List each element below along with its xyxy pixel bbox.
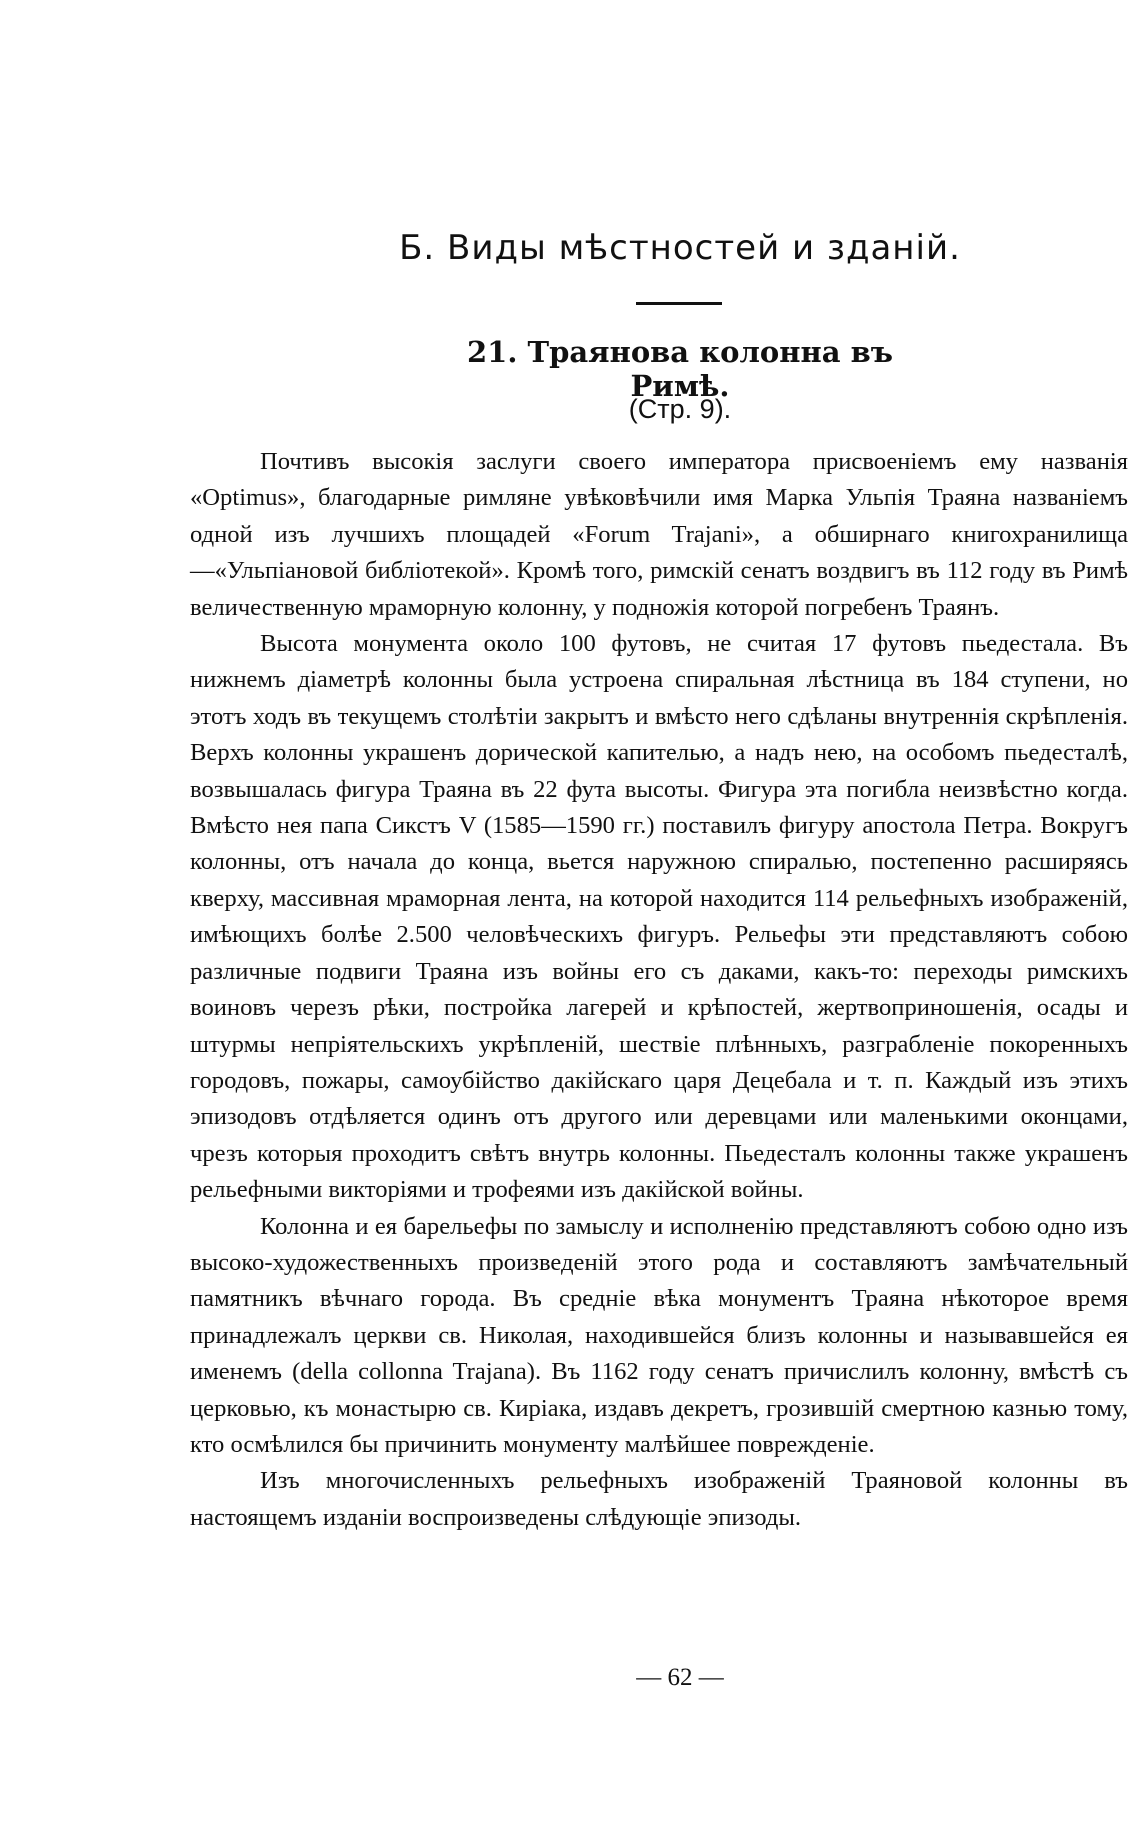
page-reference: (Стр. 9). — [628, 394, 732, 424]
paragraph-3: Колонна и ея барельефы по замыслу и исполненію представляютъ собою одно изъ высоко-художественныхъ произведеній этого рода и составляютъ замѣчательный памятникъ вѣчнаго города. Въ средніе вѣка монументъ Траяна нѣкоторое время принадлежалъ церкви св. Николая, находившейся близъ колонны и называвшейся ея именемъ (della collonna Trajana). Въ 1162 году сенатъ причислилъ колонну, вмѣстѣ съ церковью, къ монастырю св. Киріака, издавъ декретъ, грозившій смертною казнью тому, кто осмѣлился бы причинить монументу малѣйшее поврежденіе. — [190, 1212, 1128, 1458]
section-title: Б. Виды мѣстностей и зданій. — [399, 228, 961, 268]
paragraph-4: Изъ многочисленныхъ рельефныхъ изображеній Траяновой колонны въ настоящемъ изданіи воспроизведены слѣдующіе эпизоды. — [190, 1467, 1128, 1531]
page-number: — 62 — — [636, 1664, 724, 1691]
paragraph-2: Высота монумента около 100 футовъ, не считая 17 футовъ пьедестала. Въ нижнемъ діаметрѣ колонны была устроена спиральная лѣстница въ 184 ступени, но этотъ ходъ въ текущемъ столѣтіи закрытъ и вмѣсто него сдѣланы внутреннія скрѣпленія. Верхъ колонны украшенъ дорической капителью, а надъ нею, на особомъ пьедесталѣ, возвышалась фигура Траяна въ 22 фута высоты. Фигура эта погибла неизвѣстно когда. Вмѣсто нея папа Сикстъ V (1585—1590 гг.) поставилъ фигуру апостола Петра. Вокругъ колонны, отъ начала до конца, вьется наружною спиралью, постепенно расширяясь кверху, массивная мраморная лента, на которой находится 114 рельефныхъ изображеній, имѣющихъ болѣе 2.500 человѣческихъ фигуръ. Рельефы эти представляютъ собою различные подвиги Траяна изъ войны его съ даками, какъ-то: переходы римскихъ воиновъ черезъ рѣки, постройка лагерей и крѣпостей, жертвоприношенія, осады и штурмы непріятельскихъ укрѣпленій, шествіе плѣнныхъ, разграбленіе покоренныхъ городовъ, пожары, самоубійство дакійскаго царя Децебала и т. п. Каждый изъ этихъ эпизодовъ отдѣляется одинъ отъ другого или деревцами или маленькими оконцами, чрезъ которыя проходитъ свѣтъ внутрь колонны. Пьедесталъ колонны также украшенъ рельефными викторіями и трофеями изъ дакійской войны. — [190, 630, 1128, 1204]
title-divider — [636, 302, 722, 305]
article-body — [190, 444, 1128, 1536]
article-title: 21. Траянова колонна въ Римѣ. — [466, 335, 894, 403]
paragraph-1: Почтивъ высокія заслуги своего императора присвоеніемъ ему названія «Optimus», благодарные римляне увѣковѣчили имя Марка Ульпія Траяна названіемъ одной изъ лучшихъ площадей «Forum Trajani», а обширнаго книгохранилища—«Ульпіановой библіотекой». Кромѣ того, римскій сенатъ воздвигъ въ 112 году въ Римѣ величественную мраморную колонну, у подножія которой погребенъ Траянъ. — [190, 448, 1128, 621]
